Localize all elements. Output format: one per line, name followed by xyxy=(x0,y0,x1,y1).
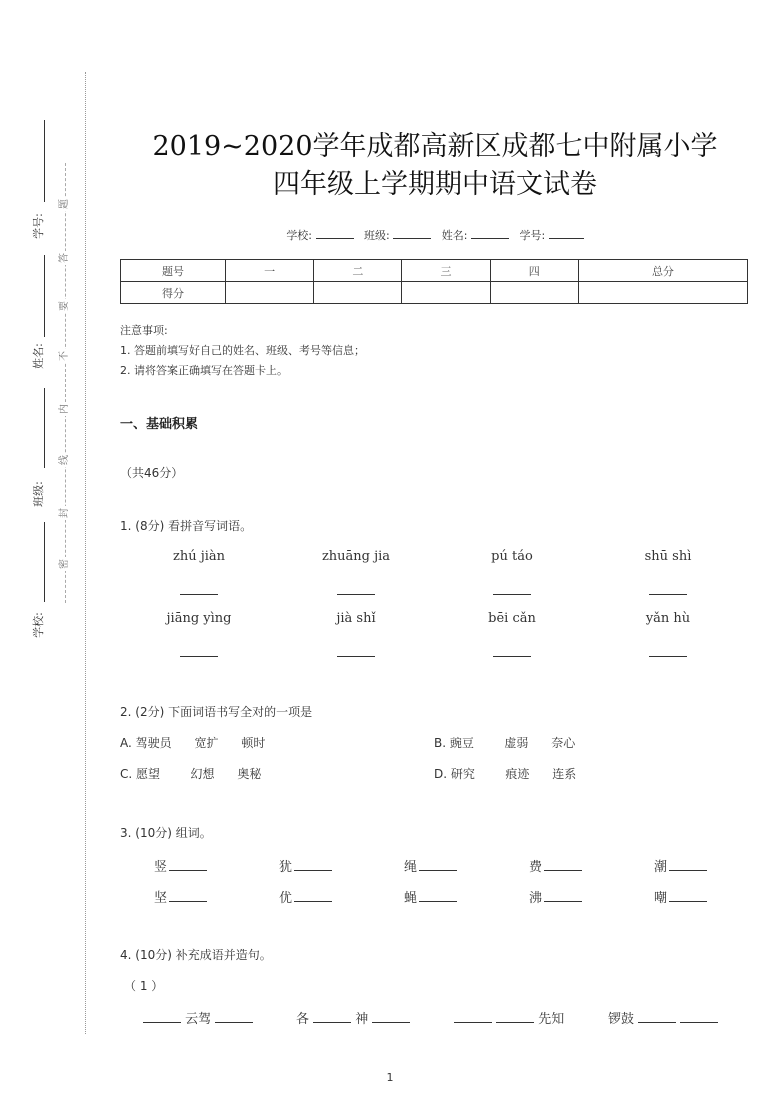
student-number-line[interactable] xyxy=(44,120,45,202)
class-label: 班级: xyxy=(32,481,45,507)
score-cell[interactable] xyxy=(578,282,747,304)
character: 绳 xyxy=(404,860,418,875)
character: 嘲 xyxy=(654,891,668,906)
score-cell[interactable] xyxy=(490,282,578,304)
seal-char: 内 xyxy=(57,402,73,416)
number-blank[interactable] xyxy=(549,227,584,239)
pinyin: pú táo xyxy=(491,549,533,564)
answer-blank[interactable] xyxy=(496,1010,534,1023)
score-table xyxy=(120,259,748,304)
name-blank[interactable] xyxy=(471,227,509,239)
answer-blank[interactable] xyxy=(544,858,582,871)
name-label: 姓名: xyxy=(32,343,45,369)
table-row xyxy=(121,260,748,282)
score-cell[interactable] xyxy=(226,282,314,304)
student-info-line xyxy=(120,227,750,243)
pinyin: shū shì xyxy=(644,549,692,564)
table-header-cell: 二 xyxy=(314,260,402,282)
sub-question-label: （ 1 ） xyxy=(124,979,164,993)
answer-blank[interactable] xyxy=(143,1010,181,1023)
character: 优 xyxy=(279,891,293,906)
section-title: 一、基础积累 xyxy=(120,417,199,432)
answer-blank[interactable] xyxy=(544,889,582,902)
option-b[interactable]: B. 豌豆 虚弱 奈心 xyxy=(434,736,576,750)
idiom-item xyxy=(454,1008,564,1027)
answer-blank[interactable] xyxy=(294,889,332,902)
answer-blank[interactable] xyxy=(419,889,457,902)
seal-dashed-line xyxy=(65,163,66,603)
seal-char: 密 xyxy=(57,557,73,571)
exam-title-line2: 四年级上学期期中语文试卷 xyxy=(273,169,597,200)
page-number: 1 xyxy=(386,1071,394,1084)
seal-char: 要 xyxy=(57,299,73,313)
answer-blank[interactable] xyxy=(638,1010,676,1023)
option-d[interactable]: D. 研究 痕迹 连系 xyxy=(434,767,577,781)
character: 竖 xyxy=(154,860,168,875)
pinyin: bēi cǎn xyxy=(488,611,536,626)
score-cell[interactable] xyxy=(402,282,490,304)
answer-blank[interactable] xyxy=(649,594,687,595)
pinyin: jià shǐ xyxy=(336,611,376,626)
idiom-item xyxy=(608,1008,718,1027)
answer-blank[interactable] xyxy=(180,656,218,657)
word-group-item xyxy=(404,856,457,875)
seal-char: 题 xyxy=(57,197,73,211)
idiom-part: 各 xyxy=(296,1012,310,1027)
seal-char: 线 xyxy=(57,453,73,467)
class-line[interactable] xyxy=(44,388,45,468)
character: 沸 xyxy=(529,891,543,906)
idiom-part: 先知 xyxy=(538,1012,565,1027)
section-points: （共46分） xyxy=(120,466,184,480)
number-info-label: 学号: xyxy=(519,229,546,242)
name-info-label: 姓名: xyxy=(441,229,468,242)
word-group-item xyxy=(154,856,207,875)
school-info-label: 学校: xyxy=(286,229,313,242)
table-row-label: 题号 xyxy=(121,260,226,282)
answer-blank[interactable] xyxy=(669,889,707,902)
answer-blank[interactable] xyxy=(493,594,531,595)
word-group-item xyxy=(654,856,707,875)
answer-blank[interactable] xyxy=(180,594,218,595)
table-header-cell: 总分 xyxy=(578,260,747,282)
answer-blank[interactable] xyxy=(680,1010,718,1023)
word-group-item xyxy=(279,856,332,875)
class-info-label: 班级: xyxy=(364,229,390,242)
answer-blank[interactable] xyxy=(337,594,375,595)
pinyin: jiāng yìng xyxy=(166,611,232,626)
option-c[interactable]: C. 愿望 幻想 奥秘 xyxy=(120,767,262,781)
class-blank[interactable] xyxy=(393,227,431,239)
score-cell[interactable] xyxy=(314,282,402,304)
character: 犹 xyxy=(279,860,293,875)
character: 坚 xyxy=(154,891,168,906)
answer-blank[interactable] xyxy=(419,858,457,871)
question-2-stem: 2. (2分) 下面词语书写全对的一项是 xyxy=(120,705,313,719)
word-group-item xyxy=(279,887,332,906)
answer-blank[interactable] xyxy=(215,1010,253,1023)
table-row xyxy=(121,282,748,304)
exam-title-line1: 2019~2020学年成都高新区成都七中附属小学 xyxy=(152,131,718,162)
option-a[interactable]: A. 驾驶员 宽扩 顿时 xyxy=(120,736,266,750)
word-group-item xyxy=(154,887,207,906)
school-blank[interactable] xyxy=(316,227,354,239)
table-header-cell: 三 xyxy=(402,260,490,282)
idiom-part: 神 xyxy=(355,1012,369,1027)
student-number-label: 学号: xyxy=(32,213,45,239)
word-group-item xyxy=(404,887,457,906)
notice-item: 1. 答题前填写好自己的姓名、班级、考号等信息； xyxy=(120,344,365,357)
pinyin: zhú jiàn xyxy=(172,549,226,564)
school-line[interactable] xyxy=(44,522,45,602)
pinyin: zhuāng jia xyxy=(321,549,391,564)
table-header-cell: 一 xyxy=(226,260,314,282)
answer-blank[interactable] xyxy=(669,858,707,871)
idiom-part: 锣鼓 xyxy=(608,1012,635,1027)
table-header-cell: 四 xyxy=(490,260,578,282)
word-group-item xyxy=(529,856,582,875)
idiom-part: 云驾 xyxy=(185,1012,212,1027)
name-line[interactable] xyxy=(44,255,45,337)
pinyin: yǎn hù xyxy=(645,611,691,626)
binding-dotted-line xyxy=(85,72,86,1034)
word-group-item xyxy=(529,887,582,906)
character: 费 xyxy=(529,860,543,875)
answer-blank[interactable] xyxy=(169,858,207,871)
word-group-item xyxy=(654,887,707,906)
table-row-label: 得分 xyxy=(121,282,226,304)
school-label: 学校: xyxy=(32,612,45,638)
answer-blank[interactable] xyxy=(493,656,531,657)
character: 蝇 xyxy=(404,891,418,906)
notice-item: 2. 请将答案正确填写在答题卡上。 xyxy=(120,364,288,377)
character: 潮 xyxy=(654,860,668,875)
question-4-stem: 4. (10分) 补充成语并造句。 xyxy=(120,948,272,962)
seal-char: 不 xyxy=(57,349,73,363)
answer-blank[interactable] xyxy=(454,1010,492,1023)
answer-blank[interactable] xyxy=(169,889,207,902)
answer-blank[interactable] xyxy=(372,1010,410,1023)
answer-blank[interactable] xyxy=(294,858,332,871)
idiom-item xyxy=(296,1008,410,1027)
seal-char: 封 xyxy=(57,506,73,520)
answer-blank[interactable] xyxy=(337,656,375,657)
question-1-stem: 1. (8分) 看拼音写词语。 xyxy=(120,519,253,533)
seal-char: 答 xyxy=(57,251,73,265)
answer-blank[interactable] xyxy=(313,1010,351,1023)
answer-blank[interactable] xyxy=(649,656,687,657)
question-3-stem: 3. (10分) 组词。 xyxy=(120,826,212,840)
idiom-item xyxy=(143,1008,253,1027)
notice-title: 注意事项: xyxy=(120,324,168,337)
